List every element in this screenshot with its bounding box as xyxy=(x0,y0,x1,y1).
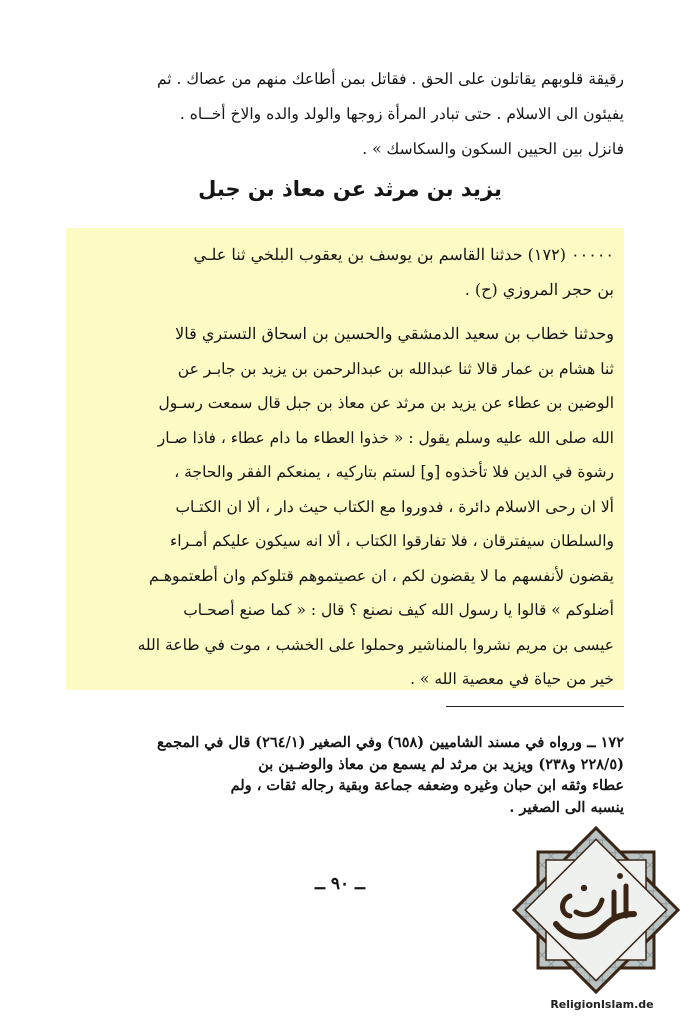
page-number: ــ ٩٠ ــ xyxy=(314,874,366,894)
footnote-line: ١٧٢ ــ ورواه في مسند الشاميين (٦٥٨) وفي الصغير (٢٦٤/١) قال في المجمع xyxy=(156,734,624,751)
footnote-block xyxy=(96,732,624,818)
footnote-line: (٢٢٨/٥ و٢٣٨) ويزيد بن مرثد لم يسمع من معاذ والوضـين بن xyxy=(258,755,624,773)
text-line: خير من حياة في معصية الله » . xyxy=(410,670,614,688)
watermark-site-label: ReligionIslam.de xyxy=(550,998,654,1011)
hadith-text-block xyxy=(76,238,614,697)
continued-text-block xyxy=(76,62,624,167)
text-line: يقضون لأنفسهم ما لا يقضون لكم ، ان عصيتموهم قتلوكم وان أطعتموهـم xyxy=(149,566,614,585)
octagram-logo-icon xyxy=(506,820,686,1000)
text-line: والسلطان سيفترقان ، فلا تفارقوا الكتاب ، ألا انه سيكون عليكم أمـراء xyxy=(170,532,614,550)
section-heading: يزيد بن مرثد عن معاذ بن جبل xyxy=(198,177,502,201)
text-line: ألا ان رحى الاسلام دائرة ، فدوروا مع الكتاب حيث دار ، ألا ان الكتـاب xyxy=(175,497,614,516)
text-line: يفيئون الى الاسلام . حتى تبادر المرأة زوجها والولد والده والاخ أخــاه . xyxy=(179,105,624,123)
footnote-divider xyxy=(446,706,624,707)
footnote-line: عطاء وثقه ابن حبان وغيره وضعفه جماعة وبقية رجاله ثقات ، ولم xyxy=(230,777,624,794)
text-line: الله صلى الله عليه وسلم يقول : « خذوا العطاء ما دام عطاء ، فاذا صـار xyxy=(157,428,614,447)
text-line: بن حجر المروزي (ح) . xyxy=(464,279,614,299)
text-line: رشوة في الدين فلا تأخذوه [و] لستم بتاركيه ، يمنعكم الفقر والحاجة ، xyxy=(174,463,614,481)
footnote-line: ينسبه الى الصغير . xyxy=(509,798,624,816)
text-line: وحدثنا خطاب بن سعيد الدمشقي والحسين بن اسحاق التستري قالا xyxy=(175,324,614,343)
text-line: رقيقة قلوبهم يقاتلون على الحق . فقاتل بمن أطاعك منهم من عصاك . ثم xyxy=(156,70,624,88)
text-line: أضلوكم » قالوا يا رسول الله كيف نصنع ؟ قال : « كما صنع أصحـاب xyxy=(183,601,614,619)
text-line: فانزل بين الحيين السكون والسكاسك » . xyxy=(362,140,624,158)
text-line: عيسى بن مريم نشروا بالمناشير وحملوا على الخشب ، موت في طاعة الله xyxy=(137,635,614,654)
text-line: ثنا هشام بن عمار قالا ثنا عبدالله بن عبدالرحمن بن يزيد بن جابـر عن xyxy=(177,359,614,378)
text-line: ٠٠٠٠٠ (١٧٢) حدثنا القاسم بن يوسف بن يعقوب البلخي ثنا علـي xyxy=(193,245,614,264)
text-line: الوضين بن عطاء عن يزيد بن مرثد عن معاذ بن جبل قال سمعت رسـول xyxy=(158,394,614,412)
